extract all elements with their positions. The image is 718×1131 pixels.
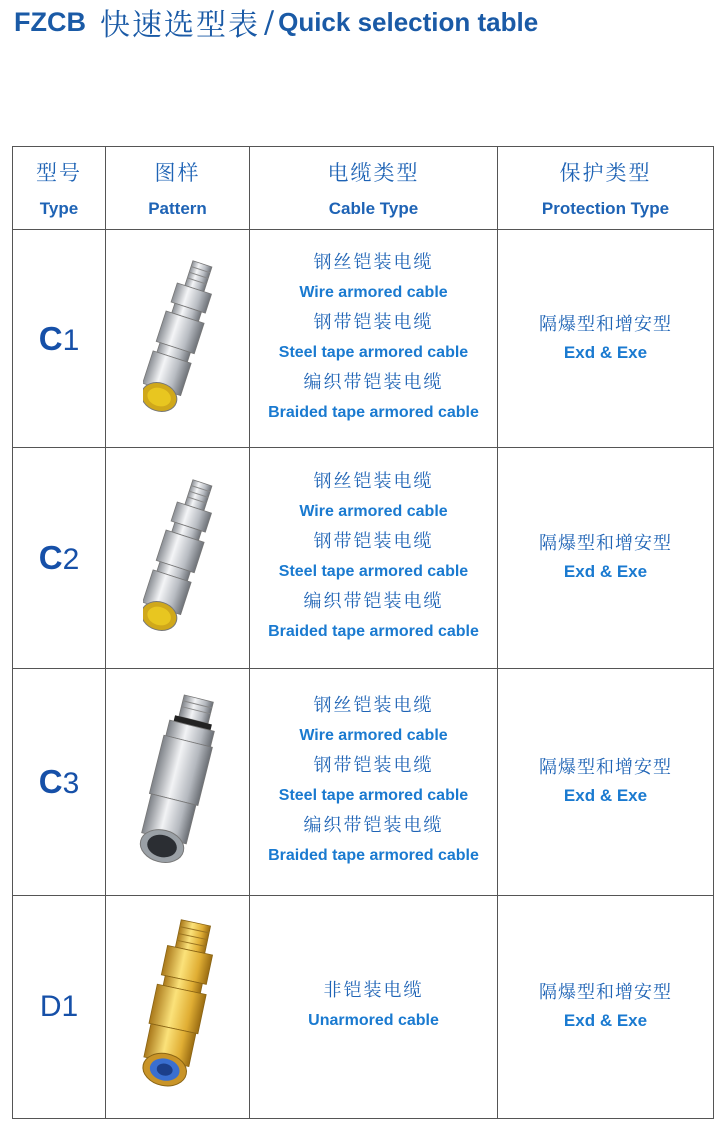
header-type: [13, 147, 106, 230]
cable-en: Wire armored cable: [299, 503, 448, 520]
header-cable-type: [250, 147, 498, 230]
pattern-cell: [106, 230, 250, 448]
cable-cn: 钢丝铠装电缆: [313, 695, 434, 716]
cable-cn: 钢带铠装电缆: [313, 755, 434, 776]
cable-en: Braided tape armored cable: [268, 623, 479, 640]
table-row: [13, 448, 714, 669]
protection-cn: 隔爆型和增安型: [539, 313, 672, 335]
protection-en: Exd & Exe: [563, 342, 648, 362]
cable-en: Steel tape armored cable: [278, 343, 469, 361]
table-row: [13, 669, 714, 896]
cable-cn: 钢带铠装电缆: [313, 311, 434, 333]
model-label: D1: [39, 990, 79, 1023]
cable-type-cell: [250, 448, 498, 669]
cable-type-cell: [250, 230, 498, 448]
header-pattern-cn: 图样: [154, 161, 201, 185]
cable-en: Braided tape armored cable: [268, 403, 479, 421]
table-row: [13, 896, 714, 1119]
cable-en: Steel tape armored cable: [278, 563, 469, 580]
nickel-gland-yellow-image: [143, 254, 213, 424]
title-english: Quick selection table: [278, 6, 539, 37]
protection-cell: [498, 230, 714, 448]
cable-cn: 钢丝铠装电缆: [313, 251, 434, 273]
model-letter: C: [38, 763, 63, 800]
brass-gland-blue-image: [133, 917, 223, 1097]
model-cell: [13, 230, 106, 448]
header-cable-type-en: Cable Type: [328, 199, 419, 218]
cable-cn: 编织带铠装电缆: [303, 371, 444, 393]
model-letter: C: [38, 319, 63, 357]
protection-en: Exd & Exe: [563, 1011, 648, 1030]
header-type-en: Type: [39, 199, 79, 218]
model-letter: C: [38, 539, 63, 576]
cable-cn: 钢丝铠装电缆: [313, 471, 434, 492]
model-cell: [13, 669, 106, 896]
cable-cn: 非铠装电缆: [323, 980, 424, 1001]
protection-en: Exd & Exe: [563, 562, 648, 581]
pattern-cell: [106, 448, 250, 669]
protection-cn: 隔爆型和增安型: [539, 757, 672, 778]
model-digit: 3: [62, 767, 80, 800]
protection-cell: [498, 448, 714, 669]
header-pattern-en: Pattern: [148, 199, 207, 218]
header-cable-type-cn: 电缆类型: [327, 161, 420, 185]
model-cell: [13, 896, 106, 1119]
cable-type-cell: [250, 669, 498, 896]
cable-en: Unarmored cable: [308, 1012, 439, 1029]
nickel-gland-black-image: [133, 692, 223, 872]
header-protection-type-cn: 保护类型: [559, 161, 652, 185]
model-cell: [13, 448, 106, 669]
selection-table: [12, 146, 714, 1119]
model-digit: 1: [62, 323, 80, 357]
cable-cn: 编织带铠装电缆: [303, 591, 444, 612]
cable-type-cell: [250, 896, 498, 1119]
brand-label: FZCB: [14, 6, 86, 37]
cable-cn: 钢带铠装电缆: [313, 531, 434, 552]
header-protection-type: [498, 147, 714, 230]
model-digit: 2: [62, 543, 80, 576]
pattern-cell: [106, 669, 250, 896]
cable-en: Wire armored cable: [299, 283, 448, 301]
header-protection-type-en: Protection Type: [541, 199, 670, 218]
cable-en: Wire armored cable: [299, 727, 448, 744]
title-separator: /: [263, 4, 275, 40]
protection-cell: [498, 669, 714, 896]
page-title: [14, 0, 538, 44]
protection-cn: 隔爆型和增安型: [539, 982, 672, 1003]
header-type-cn: 型号: [36, 161, 82, 185]
protection-en: Exd & Exe: [563, 786, 648, 805]
cable-en: Steel tape armored cable: [278, 787, 469, 804]
table-header-row: [13, 147, 714, 230]
header-pattern: [106, 147, 250, 230]
cable-cn: 编织带铠装电缆: [303, 815, 444, 836]
protection-cell: [498, 896, 714, 1119]
table-row: [13, 230, 714, 448]
title-chinese: 快速选型表: [99, 8, 260, 43]
protection-cn: 隔爆型和增安型: [539, 533, 672, 554]
pattern-cell: [106, 896, 250, 1119]
nickel-gland-yellow-image: [143, 473, 213, 643]
cable-en: Braided tape armored cable: [268, 847, 479, 864]
